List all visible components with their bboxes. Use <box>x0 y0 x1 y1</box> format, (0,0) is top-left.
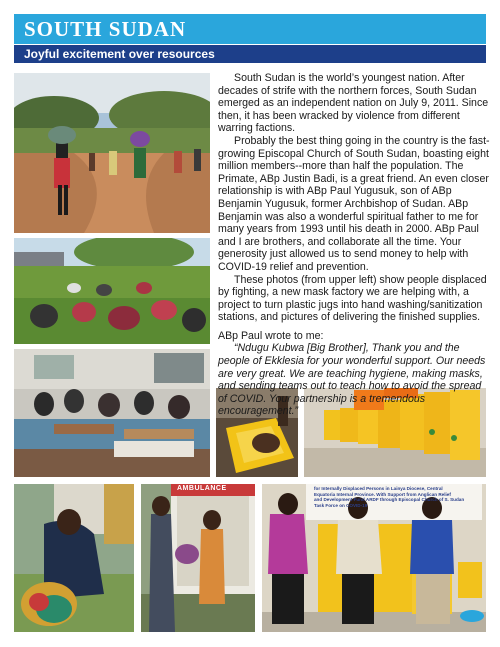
banner-line: for Internally Displaced Persons in Lainya Diocese, Central <box>314 486 443 491</box>
banner-line: Equatoria Internal Province. With Support from Anglican Relief <box>314 491 451 497</box>
archbishop-quote: “Ndugu Kubwa [Big Brother], Thank you and the people of Ekklesia for your wonderful support. Our needs are very great. We are teaching hygiene, making masks, and sending teams out to teach how to avoid the spread of COVID. Your partnership is a tremendous encouragement.” <box>218 342 486 418</box>
photo-ambulance <box>141 484 255 632</box>
photo-mask-factory <box>14 349 210 477</box>
photo-people-in-field <box>14 238 210 344</box>
banner-line: Task Force on COVID-19 <box>314 502 368 508</box>
page-title: SOUTH SUDAN <box>24 17 187 41</box>
ambulance-sign-text: AMBULANCE <box>177 485 227 492</box>
banner-text <box>314 486 482 508</box>
title-banner <box>14 14 486 44</box>
photo-displaced-people-walking <box>14 73 210 233</box>
article-paragraph: These photos (from upper left) show people displaced by fighting, a new mask factory we are helping with, a project to turn plastic jugs into hand washing/sanitization stations, and pictures of delivering the finished supplies. <box>218 273 487 324</box>
page-subtitle: Joyful excitement over resources <box>24 47 215 61</box>
photo-three-men-with-banner <box>262 484 486 632</box>
article-body <box>218 72 490 418</box>
article-paragraph: South Sudan is the world’s youngest nation. After decades of strife with the northern forces, South Sudan emerged as an independent nation on July 9, 2011. Since then, it has been wracked by violence from different warring factions. <box>218 72 489 135</box>
subtitle-banner <box>14 45 486 63</box>
article-paragraph: Probably the best thing going in the country is the fast-growing Episcopal Church of South Sudan, boasting eight million members--more than half the population. The Primate, ABp Justin Badi, is a great friend. An even closer relationship is with ABp Paul Yugusuk, son of ABp Benjamin Yugusuk, former Archbishop of Sudan. ABp Benjamin was also a wonderful spiritual father to me for many years from 1993 until his death in 2000. ABp Paul and I are brothers, and collaborate all the time. Your generosity just allowed us to send money to help with COVID-19 relief and prevention. <box>218 134 490 273</box>
quote-intro: ABp Paul wrote to me: <box>218 329 324 342</box>
photo-man-with-bags <box>14 484 134 632</box>
banner-line: and Development Fund ARDF through Episcopal Church of S. Sudan <box>314 497 465 503</box>
